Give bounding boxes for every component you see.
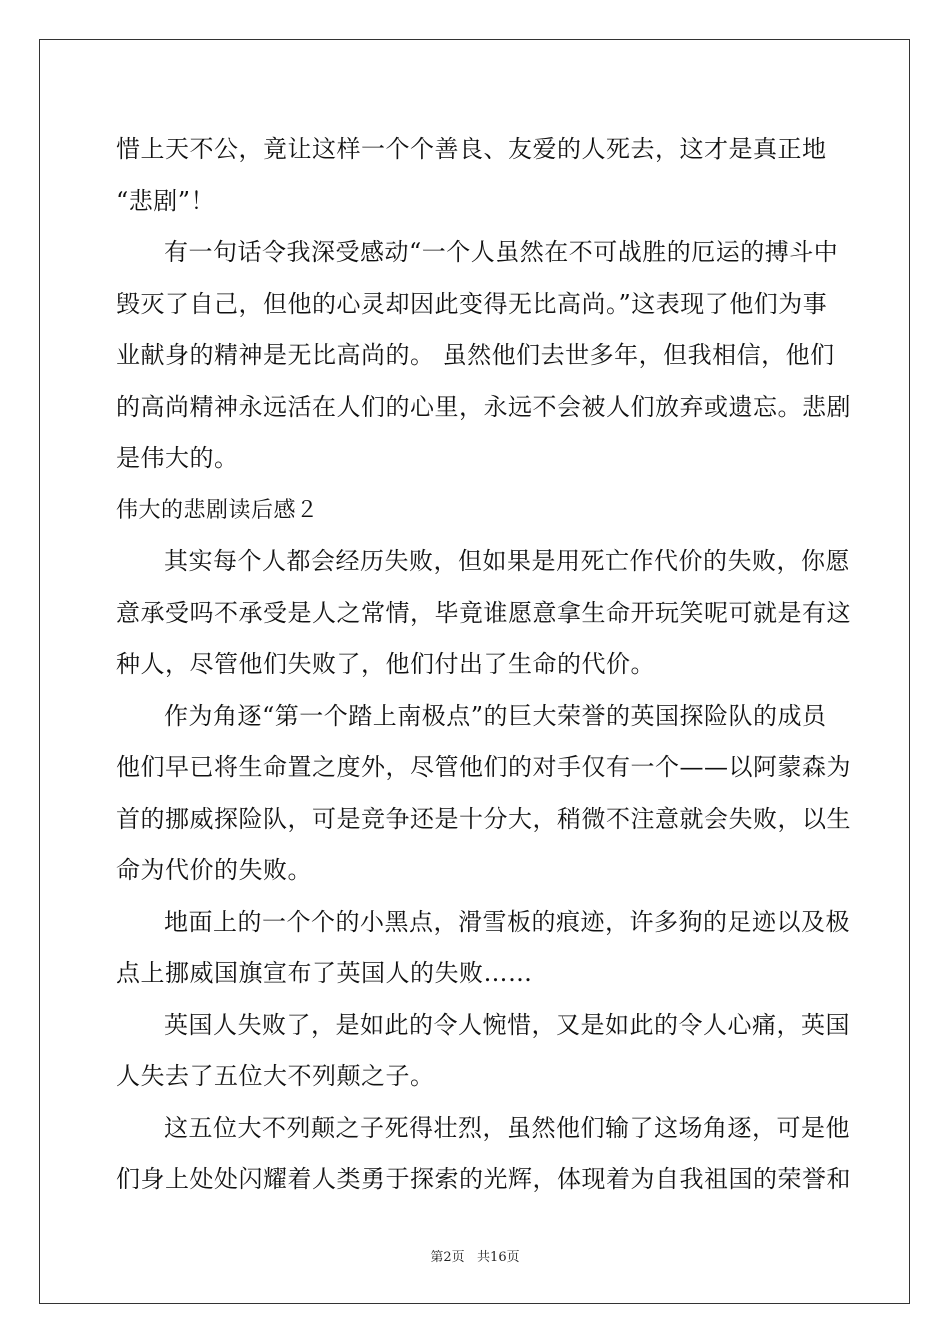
text-line: “悲剧”！ [116,186,216,215]
paragraph-start: 作为角逐“第一个踏上南极点”的巨大荣誉的英国探险队的成员 [164,701,827,730]
text-line: 点上挪威国旗宣布了英国人的失败…… [116,959,533,987]
paragraph-start: 地面上的一个个的小黑点，滑雪板的痕迹，许多狗的足迹以及极 [164,907,850,936]
paragraph-start: 其实每个人都会经历失败，但如果是用死亡作代价的失败，你愿 [164,547,850,575]
page-footer: 第2页 共16页 [430,1250,520,1265]
text-line: 首的挪威探险队，可是竞争还是十分大，稍微不注意就会失败，以生 [116,804,851,833]
text-line: 是伟大的。 [116,444,239,472]
text-line: 们身上处处闪耀着人类勇于探索的光辉，体现着为自我祖国的荣誉和 [116,1165,851,1193]
text-line: 他们早已将生命置之度外，尽管他们的对手仅有一个——以阿蒙森为 [116,753,851,781]
text-line: 人失去了五位大不列颠之子。 [116,1062,435,1090]
paragraph-start: 有一句话令我深受感动“一个人虽然在不可战胜的厄运的搏斗中 [164,238,839,266]
text-line: 意承受吗不承受是人之常情，毕竟谁愿意拿生命开玩笑呢可就是有这 [116,598,851,627]
text-line: 业献身的精神是无比高尚的。 虽然他们去世多年，但我相信，他们 [116,341,835,369]
text-line: 命为代价的失败。 [116,856,312,884]
text-line: 毁灭了自己，但他的心灵却因此变得无比高尚。”这表现了他们为事 [116,289,828,318]
text-line: 惜上天不公，竟让这样一个个善良、友爱的人死去，这才是真正地 [116,135,827,163]
paragraph-start: 这五位大不列颠之子死得壮烈，虽然他们输了这场角逐，可是他 [164,1113,850,1142]
section-heading: 伟大的悲剧读后感２ [116,497,319,523]
document-body [116,124,851,1206]
paragraph-start: 英国人失败了，是如此的令人惋惜，又是如此的令人心痛，英国 [164,1010,850,1039]
text-line: 种人，尽管他们失败了，他们付出了生命的代价。 [116,650,655,678]
text-line: 的高尚精神永远活在人们的心里，永远不会被人们放弃或遗忘。悲剧 [116,392,851,421]
